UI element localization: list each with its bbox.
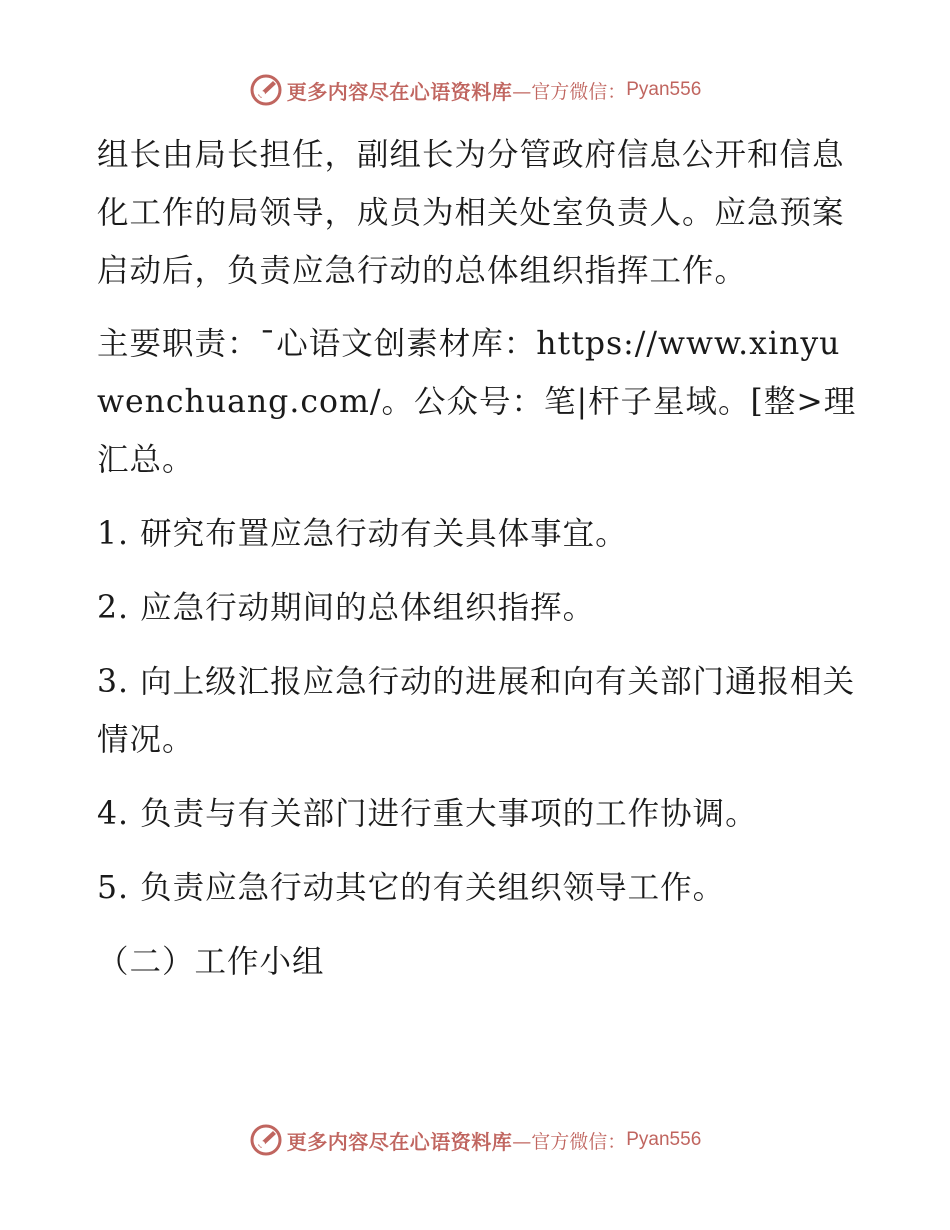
paragraph-main-duties: 主要职责：¯心语文创素材库：https://www.xinyuwenchuang.com/。公众号：笔|杆子星域。[整>理汇总。	[97, 326, 857, 478]
watermark-text: 更多内容尽在心语资料库	[286, 1129, 513, 1154]
watermark-dash: —官方微信：	[512, 80, 627, 103]
watermark-wechat-id: Pyan556	[626, 79, 702, 100]
paragraph-leader-intro: 组长由局长担任，副组长为分管政府信息公开和信息化工作的局领导，成员为相关处室负责人。应急预案启动后，负责应急行动的总体组织指挥工作。	[97, 137, 845, 289]
brand-logo-icon	[249, 73, 283, 107]
watermark-text: 更多内容尽在心语资料库	[286, 79, 513, 104]
watermark-dash: —官方微信：	[512, 1130, 627, 1153]
list-item-duty-1: 1. 研究布置应急行动有关具体事宜。	[97, 516, 628, 552]
list-item-duty-4: 4. 负责与有关部门进行重大事项的工作协调。	[97, 796, 758, 832]
list-item-duty-3: 3. 向上级汇报应急行动的进展和向有关部门通报相关情况。	[97, 664, 856, 758]
list-item-duty-5: 5. 负责应急行动其它的有关组织领导工作。	[97, 870, 726, 906]
brand-logo-icon	[249, 1123, 283, 1157]
watermark-wechat-id: Pyan556	[626, 1129, 702, 1150]
section-heading-working-group: （二）工作小组	[97, 944, 325, 980]
document-body	[97, 126, 857, 1007]
footer-watermark	[0, 1120, 950, 1160]
list-item-duty-2: 2. 应急行动期间的总体组织指挥。	[97, 590, 596, 626]
header-watermark	[0, 70, 950, 110]
